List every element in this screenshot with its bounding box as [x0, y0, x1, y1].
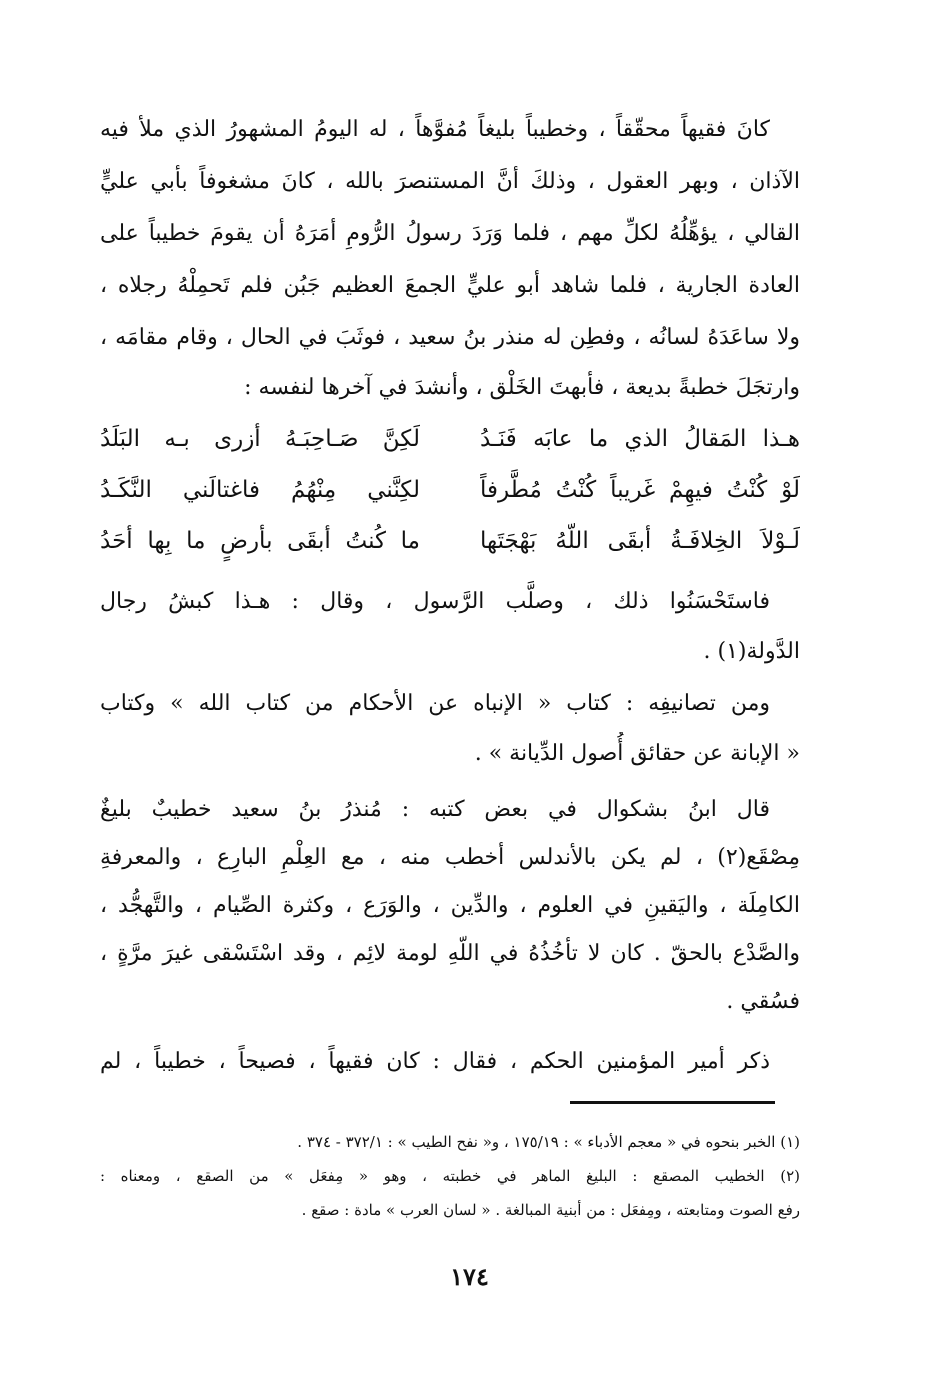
text-line: فاستَحْسَنُوا ذلك ، وصلَّب الرَّسول ، وقال : هـذا كبشُ رجال — [100, 589, 770, 614]
text-line: العادة الجارية ، فلما شاهد أبو عليٍّ الجمعَ العظيم جَبُن فلم تَحمِلْهُ رجلاه ، — [100, 273, 800, 298]
verse — [100, 416, 800, 462]
verse-second-hemistich: لكِنَّني مِنْهُمُ فاغتالَني النَّكَـدُ — [100, 477, 420, 503]
text-line: مِصْقَع(٢) ، لم يكن بالأندلس أخطب منه ، مع العِلْمِ البارِع ، والمعرفةِ — [100, 845, 800, 870]
verse-first-hemistich: هـذا المَقالُ الذي ما عابَه فَنَـدُ — [480, 426, 800, 452]
verse-first-hemistich: لَـوْلاَ الخِلافَـةُ أبقَى اللّهُ بَهْجَتَها — [480, 528, 800, 554]
text-line: « الإبانة عن حقائق أُصول الدِّيانة » . — [474, 741, 800, 766]
verse-second-hemistich: لَكِنَّ صَـاحِبَـهُ أزرى بـه البَلَدُ — [100, 426, 420, 452]
text-line: الكامِلَة ، واليَقينِ في العلوم ، والدِّين ، والوَرَع ، وكثرة الصِّيام ، والتَّهجُّد ، — [100, 893, 800, 918]
text-line: وارتجَلَ خطبةً بديعة ، فأبهتَ الخَلْق ، وأنشدَ في آخرها لنفسه : — [244, 375, 800, 400]
text-line: والصَّدْع بالحقّ . كان لا تأخُذُهُ في اللّهِ لومة لائِم ، وقد اسْتَسْقى غيرَ مرَّةٍ ، — [100, 941, 800, 966]
verse-first-hemistich: لَوْ كُنْتُ فيهِمْ غَريباً كُنْتُ مُطَّرفاً — [480, 477, 800, 503]
text-line: ذكر أمير المؤمنين الحكم ، فقال : كان فقيهاً ، فصيحاً ، خطيباً ، لم — [100, 1049, 770, 1074]
text-line: الدَّولة(١) . — [703, 639, 800, 664]
text-line: فسُقي . — [726, 989, 800, 1014]
text-line: الآذان ، وبهر العقول ، وذلكَ أنَّ المستنصرَ بالله ، كانَ مشغوفاً بأبي عليٍّ — [100, 169, 800, 194]
paragraph-works — [100, 682, 800, 782]
footnote-separator — [570, 1101, 775, 1104]
text-line: قال ابنُ بشكوال في بعض كتبه : مُنذرُ بنُ سعيد خطيبٌ بليغٌ — [100, 797, 770, 822]
footnote: (١) الخبر بنحوه في « معجم الأدباء » : ١٧٥/١٩ ، و« نفح الطيب » : ٣٧٢/١ - ٣٧٤ . — [297, 1133, 800, 1151]
text-line: القالي ، يؤهِّلُهُ لكلِّ مهم ، فلما وَرَدَ رسولُ الرُّومِ أمَرَهُ أن يقومَ خطيباً على — [100, 221, 800, 246]
paragraph-reaction — [100, 580, 800, 680]
page-number: ١٧٤ — [450, 1262, 489, 1291]
verse — [100, 518, 800, 564]
text-line: ومن تصانيفِه : كتاب « الإنباه عن الأحكام من كتاب الله » وكتاب — [100, 691, 770, 716]
verse-second-hemistich: ما كُنتُ أبقَى بأرضٍ ما بِها أحَدُ — [100, 528, 420, 554]
text-line: كانَ فقيهاً محقّقاً ، وخطيباً بليغاً مُفوَّهاً ، له اليومُ المشهورُ الذي ملأ فيه — [100, 117, 770, 142]
verse — [100, 467, 800, 513]
text-line: ولا ساعَدَهُ لسانُه ، وفطِن له منذر بنُ سعيد ، فوثَبَ في الحال ، وقام مقامَه ، — [100, 325, 800, 350]
paragraph-biography — [100, 108, 800, 400]
footnote-continuation: رفع الصوت ومتابعته ، ومِفعَل : من أبنية المبالغة . « لسان العرب » مادة : صقع . — [301, 1201, 800, 1219]
paragraph-al-hakam — [100, 1040, 800, 1090]
footnote: (٢) الخطيب المصقع : البليغ الماهر في خطبته ، وهو « مِفعَل » من الصقع ، ومعناه : — [100, 1167, 800, 1185]
paragraph-ibn-bashkuwal — [100, 788, 800, 1038]
